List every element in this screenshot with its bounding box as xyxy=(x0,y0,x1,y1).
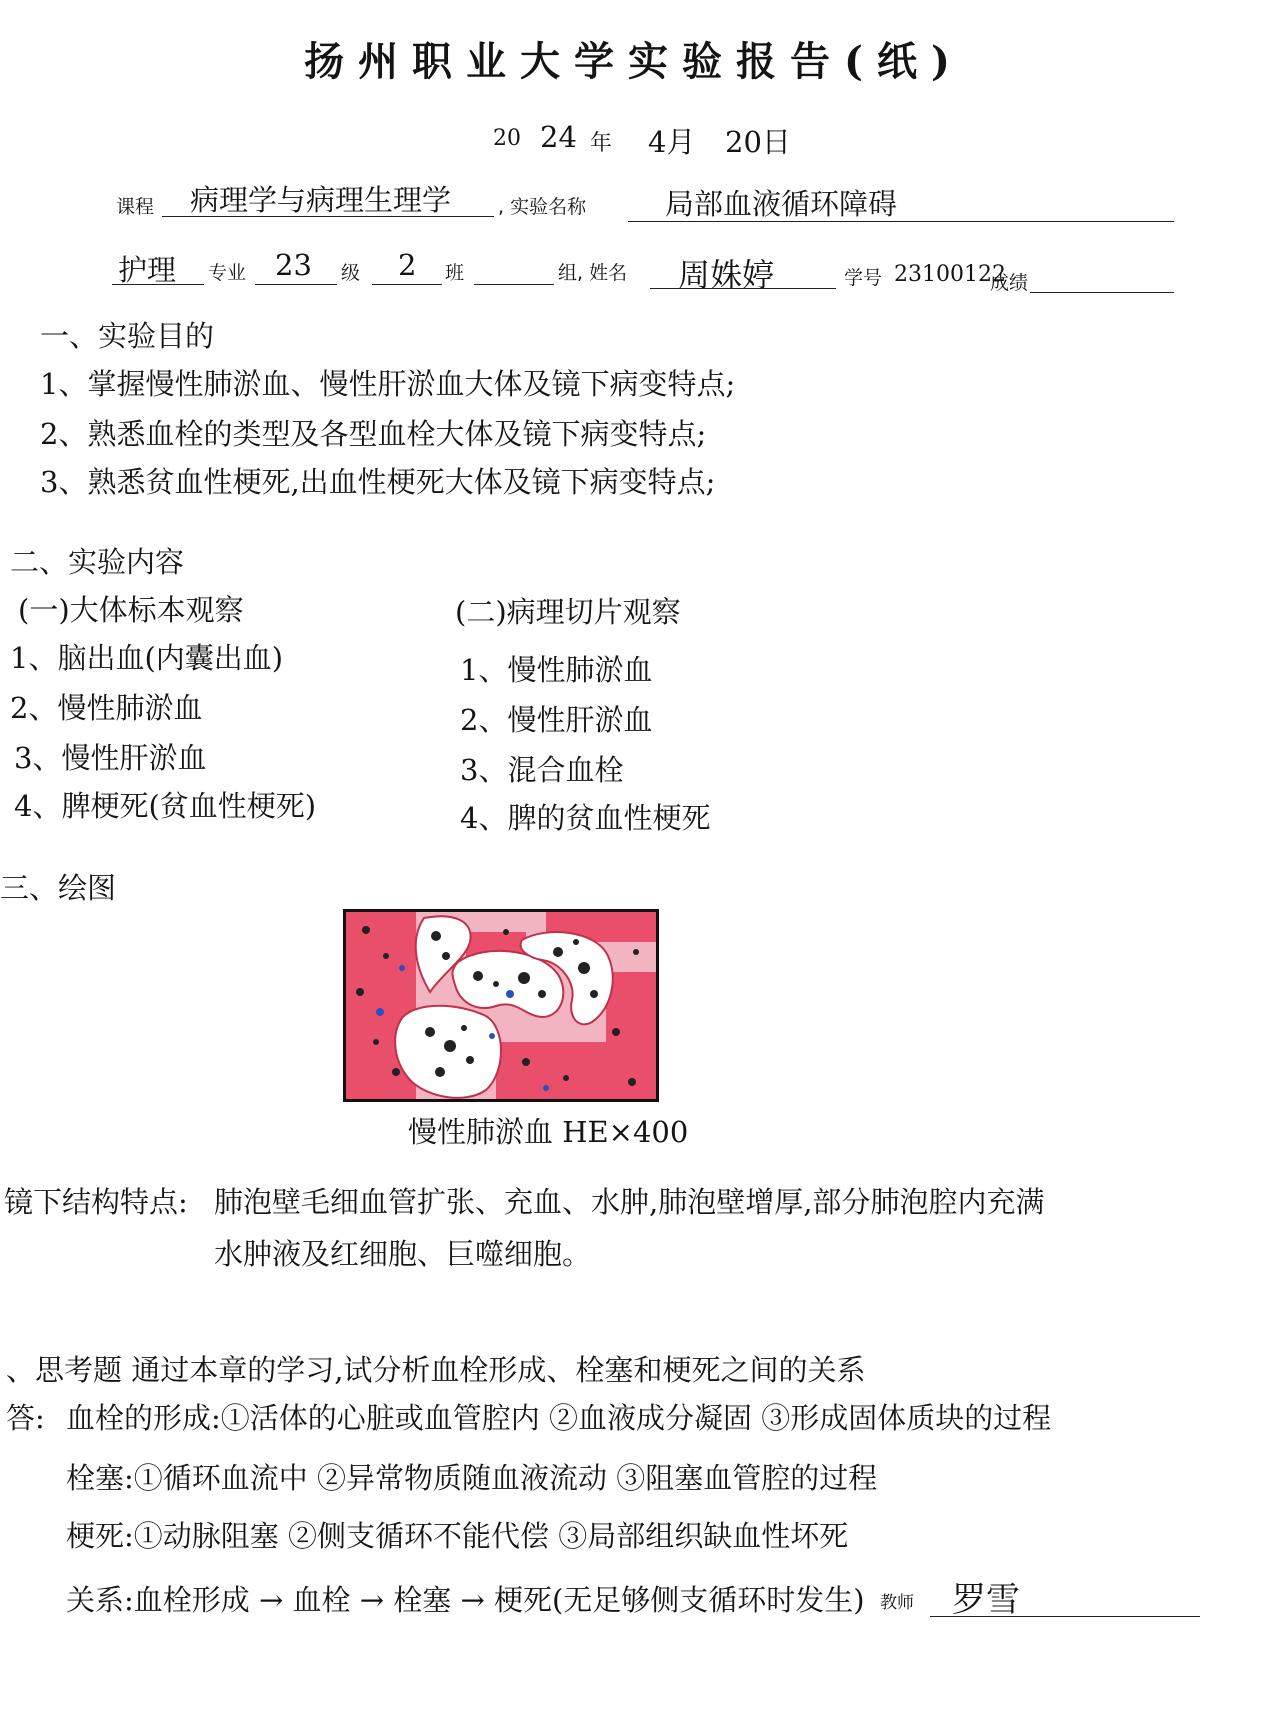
date-month: 4月 xyxy=(648,125,696,159)
course-value: 病理学与病理生理学 xyxy=(190,183,452,217)
gross-item-1: 1、脑出血(内囊出血) xyxy=(10,641,284,675)
grade-underline xyxy=(255,284,337,285)
slide-item-3: 3、混合血栓 xyxy=(460,753,624,787)
answer-embolism: 栓塞:①循环血流中 ②异常物质随血液流动 ③阻塞血管腔的过程 xyxy=(66,1461,878,1495)
date-year-suffix: 24 xyxy=(540,120,577,154)
class-underline xyxy=(372,284,442,285)
score-label: 成绩 xyxy=(990,272,1029,294)
score-underline xyxy=(1030,292,1174,293)
date-day: 20日 xyxy=(725,125,791,159)
exp-name-value: 局部血液循环障碍 xyxy=(665,187,898,221)
teacher-underline xyxy=(930,1616,1200,1617)
student-name: 周姝婷 xyxy=(678,256,775,294)
date-year-label: 年 xyxy=(590,131,613,156)
teacher-signature: 罗雪 xyxy=(952,1580,1020,1620)
course-underline xyxy=(162,216,494,217)
section3-heading: 三、绘图 xyxy=(0,871,117,905)
slide-heading: (二)病理切片观察 xyxy=(455,595,681,629)
class-label: 班 xyxy=(445,262,465,284)
grade-value: 23 xyxy=(275,248,312,282)
group-underline xyxy=(474,284,554,285)
answer-thrombus: 血栓的形成:①活体的心脏或血管腔内 ②血液成分凝固 ③形成固体质块的过程 xyxy=(66,1401,1052,1435)
date-year-prefix: 20 xyxy=(493,126,521,151)
lung-congestion-drawing xyxy=(343,909,659,1102)
section1-item-1: 1、掌握慢性肺淤血、慢性肝淤血大体及镜下病变特点; xyxy=(40,367,736,401)
gross-item-3: 3、慢性肝淤血 xyxy=(14,741,207,775)
thinking-question: 、思考题 通过本章的学习,试分析血栓形成、栓塞和梗死之间的关系 xyxy=(6,1353,866,1387)
histology-sketch xyxy=(346,912,656,1099)
answer-relation: 关系:血栓形成 → 血栓 → 栓塞 → 梗死(无足够侧支循环时发生) xyxy=(66,1583,865,1617)
features-line-2: 水肿液及红细胞、巨噬细胞。 xyxy=(214,1237,592,1271)
slide-item-1: 1、慢性肺淤血 xyxy=(460,653,653,687)
exp-name-label: , 实验名称 xyxy=(498,196,587,218)
gross-item-4: 4、脾梗死(贫血性梗死) xyxy=(14,789,317,823)
course-label: 课程 xyxy=(116,196,155,218)
answer-label: 答: xyxy=(6,1401,45,1435)
slide-item-2: 2、慢性肝淤血 xyxy=(460,703,653,737)
features-label: 镜下结构特点: xyxy=(4,1185,188,1219)
section1-heading: 一、实验目的 xyxy=(40,319,215,353)
exp-name-underline xyxy=(628,221,1174,222)
grade-label: 级 xyxy=(341,262,361,284)
answer-infarct: 梗死:①动脉阻塞 ②侧支循环不能代偿 ③局部组织缺血性坏死 xyxy=(66,1519,849,1553)
major-label: 专业 xyxy=(208,262,247,284)
features-line-1: 肺泡壁毛细血管扩张、充血、水肿,肺泡壁增厚,部分肺泡腔内充满 xyxy=(214,1185,1045,1219)
slide-item-4: 4、脾的贫血性梗死 xyxy=(460,801,711,835)
gross-item-2: 2、慢性肺淤血 xyxy=(10,691,203,725)
student-id-value: 23100122 xyxy=(894,262,1006,287)
section2-heading: 二、实验内容 xyxy=(10,545,185,579)
section1-item-2: 2、熟悉血栓的类型及各型血栓大体及镜下病变特点; xyxy=(40,417,707,451)
group-name-label: 组, 姓名 xyxy=(558,262,628,284)
teacher-label: 教师 xyxy=(880,1593,914,1613)
student-id-label: 学号 xyxy=(844,267,883,289)
gross-heading: (一)大体标本观察 xyxy=(18,593,244,627)
report-title: 扬州职业大学实验报告(纸) xyxy=(304,38,964,85)
major-value: 护理 xyxy=(118,253,177,287)
name-underline xyxy=(650,288,836,289)
section1-item-3: 3、熟悉贫血性梗死,出血性梗死大体及镜下病变特点; xyxy=(40,465,716,499)
figure-caption: 慢性肺淤血 HE×400 xyxy=(408,1115,689,1149)
class-value: 2 xyxy=(398,248,417,282)
major-underline xyxy=(112,284,204,285)
